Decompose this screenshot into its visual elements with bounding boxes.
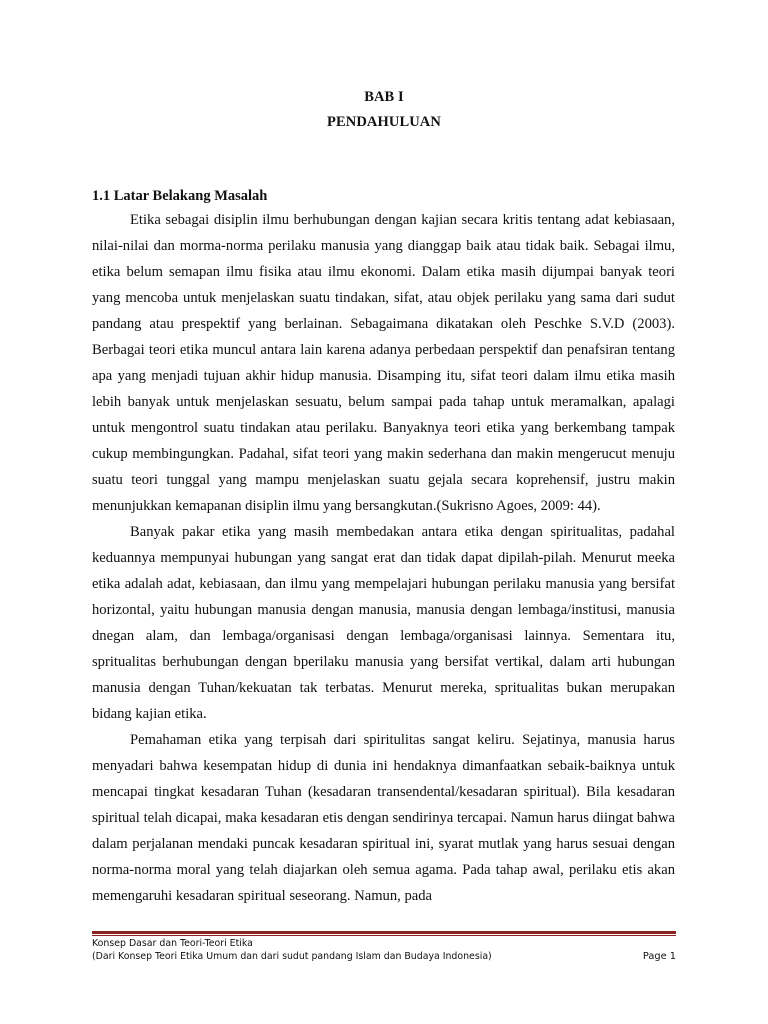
paragraph: Pemahaman etika yang terpisah dari spiritulitas sangat keliru. Sejatinya, manusia harus menyadari bahwa kesempatan hidup di dunia ini hendaknya dimanfaatkan sebaik-baiknya untuk mencapai tingkat kesadaran Tuhan (kesadaran transendental/kesadaran spiritual). Bila kesadaran spiritual telah dicapai, maka kesadaran etis dengan sendirinya tercapai. Namun harus diingat bahwa dalam perjalanan mendaki puncak kesadaran spiritual ini, syarat mutlak yang harus sesuai dengan norma-norma moral yang telah diajarkan oleh semua agama. Pada tahap awal, perilaku etis akan memengaruhi kesadaran spiritual seseorang. Namun, pada	[92, 732, 675, 904]
chapter-title: PENDAHULUAN	[327, 114, 441, 130]
page-number: Page 1	[642, 951, 676, 962]
section-title: 1.1 Latar Belakang Masalah	[92, 188, 268, 204]
footer-subtitle: (Dari Konsep Teori Etika Umum dan dari sudut pandang Islam dan Budaya Indonesia)	[92, 951, 492, 962]
chapter-label: BAB I	[364, 89, 404, 105]
paragraph: Etika sebagai disiplin ilmu berhubungan dengan kajian secara kritis tentang adat kebiasaan, nilai-nilai dan morma-norma perilaku manusia yang dianggap baik atau tidak baik. Sebagai ilmu, etika belum semapan ilmu fisika atau ilmu ekonomi. Dalam etika masih dijumpai banyak teori yang mencoba untuk menjelaskan suatu tindakan, sifat, atau objek perilaku yang sama dari sudut pandang atau prespektif yang berlainan. Sebagaimana dikatakan oleh Peschke S.V.D (2003). Berbagai teori etika muncul antara lain karena adanya perbedaan perspektif dan penafsiran tentang apa yang menjadi tujuan akhir hidup manusia. Disamping itu, sifat teori dalam ilmu etika masih lebih banyak untuk menjelaskan sesuatu, belum sampai pada tahap untuk meramalkan, apalagi untuk mengontrol suatu tindakan atau perilaku. Banyaknya teori etika yang berkembang tampak cukup membingungkan. Padahal, sifat teori yang makin sederhana dan makin mengerucut menuju suatu teori tunggal yang mampu menjelaskan suatu gejala secara koprehensif, justru makin menunjukkan kemapanan disiplin ilmu yang bersangkutan.(Sukrisno Agoes, 2009: 44).	[92, 212, 675, 514]
footer-rule-thick	[92, 931, 676, 934]
paragraph: Banyak pakar etika yang masih membedakan antara etika dengan spiritualitas, padahal keduannya mempunyai hubungan yang sangat erat dan tidak dapat dipilah-pilah. Menurut meeka etika adalah adat, kebiasaan, dan ilmu yang mempelajari hubungan perilaku manusia yang bersifat horizontal, yaitu hubungan manusia dengan manusia, manusia dengan lembaga/institusi, manusia dnegan alam, dan lembaga/organisasi dengan lembaga/organisasi lainnya. Sementara itu, spritualitas berhubungan dengan bperilaku manusia yang bersifat vertikal, dalam arti hubungan manusia dengan Tuhan/kekuatan tak terbatas. Menurut mereka, spritualitas bukan merupakan bidang kajian etika.	[92, 524, 675, 722]
footer-rule-thin	[92, 935, 676, 936]
footer-title: Konsep Dasar dan Teori-Teori Etika	[92, 938, 253, 949]
body-text	[92, 207, 675, 909]
